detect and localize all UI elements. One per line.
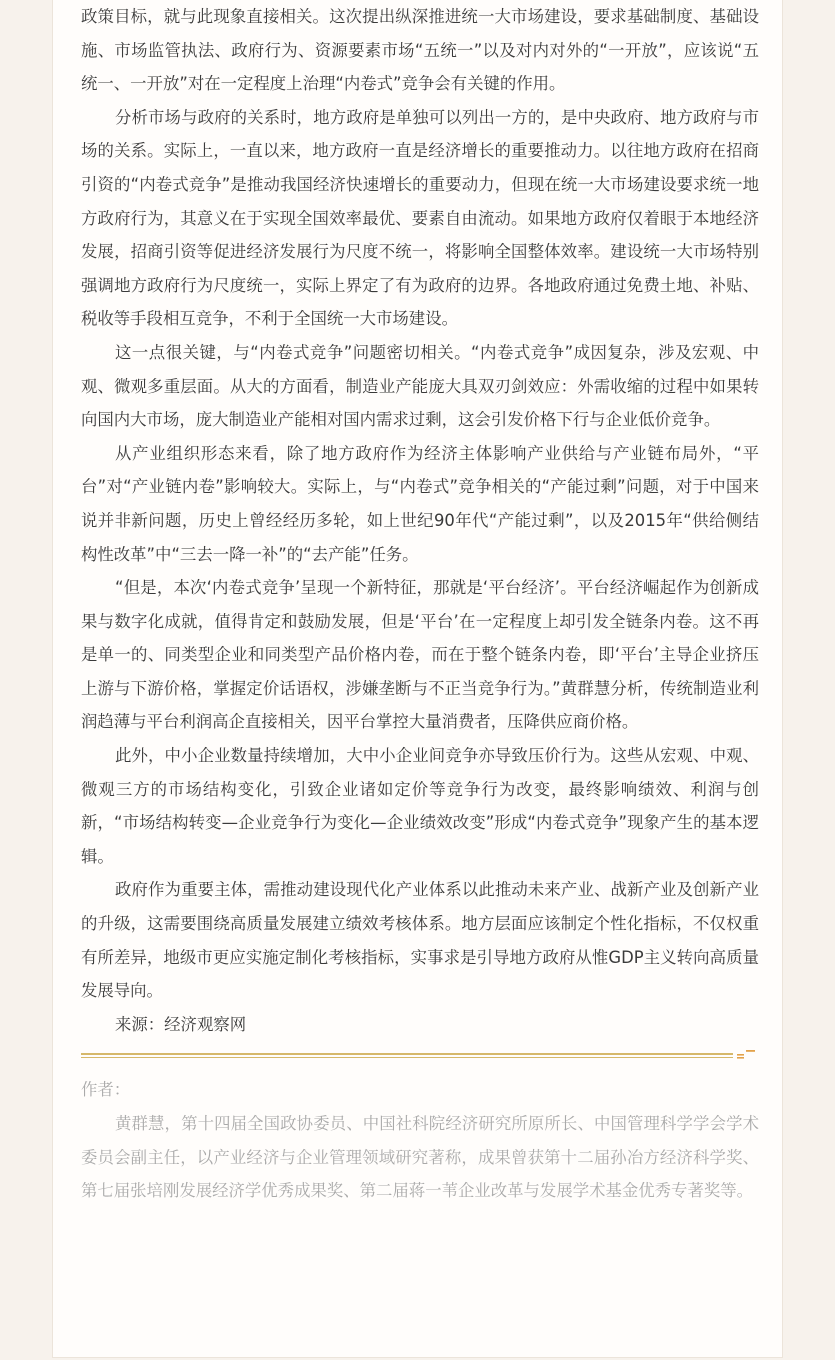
author-bio: 黄群慧，第十四届全国政协委员、中国社科院经济研究所原所长、中国管理科学学会学术委员会副主任，以产业经济与企业管理领域研究著称，成果曾获第十二届孙冶方经济科学奖、第七届张培刚发展经济学优秀成果奖、第二届蒋一苇企业改革与发展学术基金优秀专著奖等。 xyxy=(81,1114,759,1201)
paragraph: “但是，本次‘内卷式竞争’呈现一个新特征，那就是‘平台经济’。平台经济崛起作为创新成果与数字化成就，值得肯定和鼓励发展，但是‘平台’在一定程度上却引发全链条内卷。这不再是单一的、同类型企业和同类型产品价格内卷，而在于整个链条内卷，即‘平台’主导企业挤压上游与下游价格，掌握定价话语权，涉嫌垄断与不正当竞争行为。”黄群慧分析，传统制造业利润趋薄与平台利润高企直接相关，因平台掌控大量消费者，压降供应商价格。 xyxy=(81,578,759,732)
article-card xyxy=(52,0,783,1358)
divider-ornament-icon xyxy=(736,1049,758,1061)
article-source: 来源：经济观察网 xyxy=(115,1014,247,1034)
paragraph: 分析市场与政府的关系时，地方政府是单独可以列出一方的，是中央政府、地方政府与市场的关系。实际上，一直以来，地方政府一直是经济增长的重要推动力。以往地方政府在招商引资的“内卷式竞争”是推动我国经济快速增长的重要动力，但现在统一大市场建设要求统一地方政府行为，其意义在于实现全国效率最优、要素自由流动。如果地方政府仅着眼于本地经济发展，招商引资等促进经济发展行为尺度不统一，将影响全国整体效率。建设统一大市场特别强调地方政府行为尺度统一，实际上界定了有为政府的边界。各地政府通过免费土地、补贴、税收等手段相互竞争，不利于全国统一大市场建设。 xyxy=(81,107,759,329)
divider-rule xyxy=(81,1053,733,1058)
section-divider xyxy=(81,1051,759,1063)
article-body xyxy=(81,0,759,1208)
paragraph: 政府作为重要主体，需推动建设现代化产业体系以此推动未来产业、战新产业及创新产业的升级，这需要围绕高质量发展建立绩效考核体系。地方层面应该制定个性化指标，不仅权重有所差异，地级市更应实施定制化考核指标，实事求是引导地方政府从惟GDP主义转向高质量发展导向。 xyxy=(81,880,759,1001)
paragraph: 从产业组织形态来看，除了地方政府作为经济主体影响产业供给与产业链布局外，“平台”对“产业链内卷”影响较大。实际上，与“内卷式”竞争相关的“产能过剩”问题，对于中国来说并非新问题，历史上曾经经历多轮，如上世纪90年代“产能过剩”，以及2015年“供给侧结构性改革”中“三去一降一补”的“去产能”任务。 xyxy=(81,443,759,564)
paragraph: 这一点很关键，与“内卷式竞争”问题密切相关。“内卷式竞争”成因复杂，涉及宏观、中观、微观多重层面。从大的方面看，制造业产能庞大具双刃剑效应：外需收缩的过程中如果转向国内大市场，庞大制造业产能相对国内需求过剩，这会引发价格下行与企业低价竞争。 xyxy=(81,342,759,430)
paragraph: 此外，中小企业数量持续增加，大中小企业间竞争亦导致压价行为。这些从宏观、中观、微观三方的市场结构变化，引致企业诸如定价等竞争行为改变，最终影响绩效、利润与创新，“市场结构转变—企业竞争行为变化—企业绩效改变”形成“内卷式竞争”现象产生的基本逻辑。 xyxy=(81,746,759,866)
author-label: 作者： xyxy=(81,1080,131,1100)
paragraph: 政策目标，就与此现象直接相关。这次提出纵深推进统一大市场建设，要求基础制度、基础设施、市场监管执法、政府行为、资源要素市场“五统一”以及对内对外的“一开放”，应该说“五统一、一开放”对在一定程度上治理“内卷式”竞争会有关键的作用。 xyxy=(81,7,759,94)
